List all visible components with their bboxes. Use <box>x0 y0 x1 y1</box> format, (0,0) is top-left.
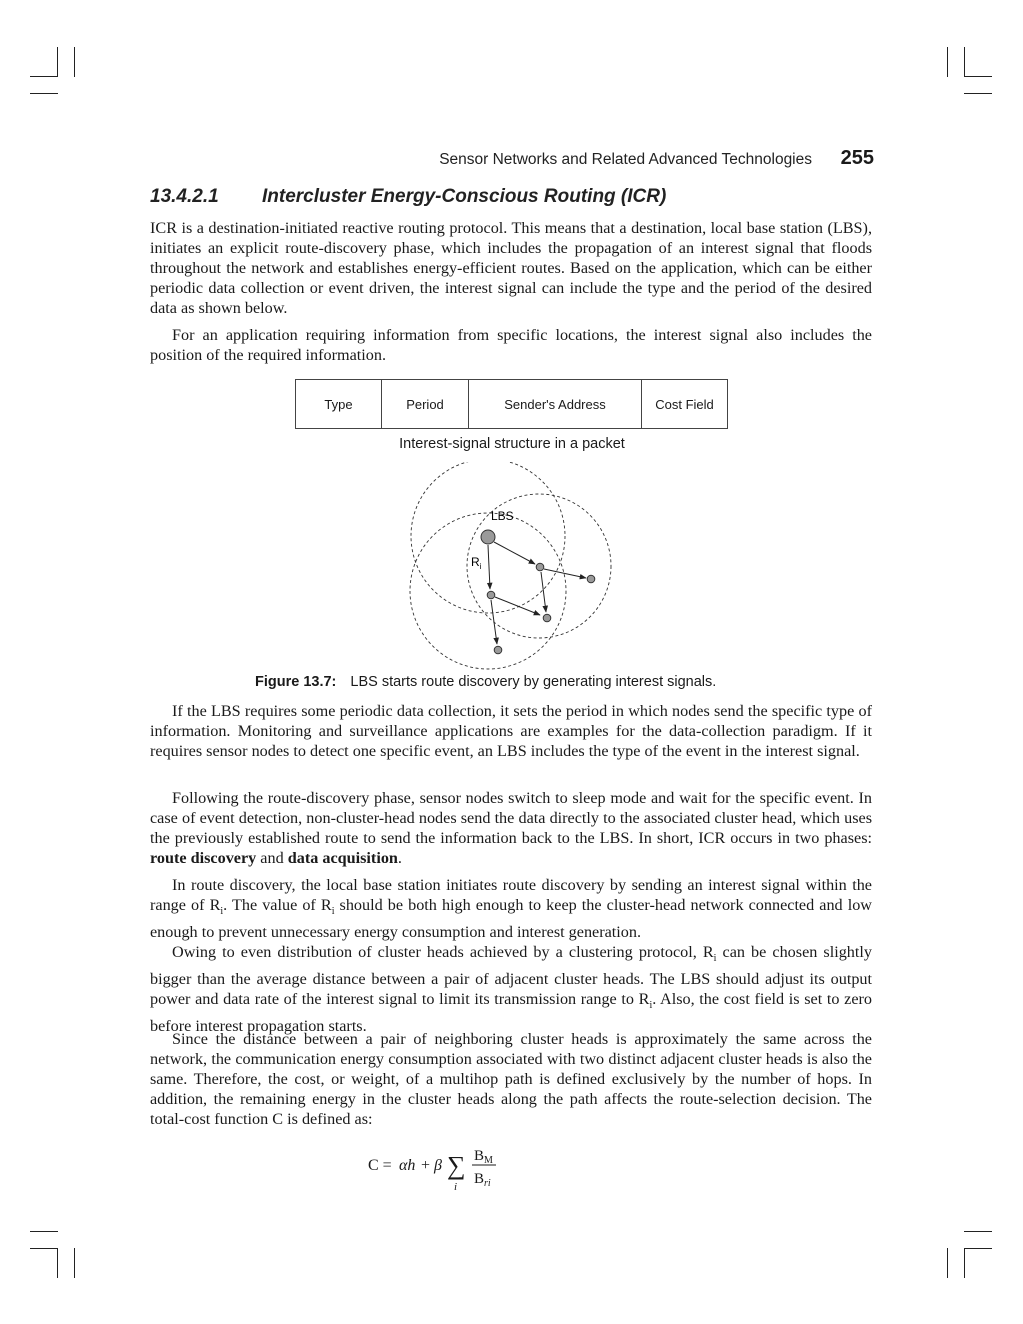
paragraph-6: Owing to even distribution of cluster heads achieved by a clustering protocol, $R_i$ can be chosen slightly bigger than the average distance between a pair of adjacent cluster heads. The LBS should adjust its output power and data rate of the interest signal to limit its transmission range to $R_i$. Also, the cost field is set to zero before interest propagation starts. <box>150 943 872 1036</box>
paragraph-5: In route discovery, the local base station initiates route discovery by sending an interest signal within the range of $R_i$. The value of $R_i$ should be both high enough to keep the cluster-head network connected and low enough to prevent unnecessary energy consumption and interest generation. <box>150 876 873 942</box>
crop-mark <box>964 93 992 94</box>
figure-caption <box>255 674 716 690</box>
crop-mark <box>947 1248 948 1278</box>
crop-mark <box>964 1231 992 1232</box>
crop-mark <box>947 47 948 77</box>
svg-text:C =: C = <box>368 1157 392 1174</box>
paragraph-4: Following the route-discovery phase, sensor nodes switch to sleep mode and wait for the specific event. In case of event detection, non-cluster-head nodes send the data directly to the associated cluster head, which uses the previously established route to send the information back to the LBS. In short, ICR occurs in two phases: route discovery and data acquisition. <box>150 789 872 867</box>
svg-text:β: β <box>434 1157 442 1174</box>
packet-field-senders-address: Sender's Address <box>469 380 642 429</box>
sensor-node <box>494 646 502 654</box>
sensor-node <box>587 575 595 583</box>
lbs-label: LBS <box>491 509 514 523</box>
total-cost-formula <box>368 1140 528 1196</box>
sensor-node <box>536 563 544 571</box>
running-header <box>150 146 874 172</box>
page-number: 255 <box>840 147 874 169</box>
figure-label: Figure 13.7: <box>255 674 337 690</box>
paragraph-1: ICR is a destination-initiated reactive routing protocol. This means that a destination, local base station (LBS), initiates an explicit route-discovery phase, which includes the propagation of an interest signal that floods throughout the network and establishes energy-efficient routes. Based on the application, which can be either periodic data collection or event driven, the interest signal can include the type and the period of the desired data as shown below. <box>150 219 872 317</box>
route-arrow <box>488 545 490 589</box>
sensor-node <box>487 591 495 599</box>
crop-mark <box>30 93 58 94</box>
crop-mark <box>964 1248 992 1249</box>
route-discovery-diagram <box>400 462 620 670</box>
crop-mark <box>30 1248 58 1249</box>
crop-mark <box>964 1248 965 1278</box>
crop-mark <box>964 47 965 77</box>
route-arrow <box>541 572 546 612</box>
section-number: 13.4.2.1 <box>150 186 219 207</box>
crop-mark <box>964 76 992 77</box>
route-arrow <box>494 542 535 564</box>
crop-mark <box>57 47 58 77</box>
ri-label: $R_i$ <box>471 555 482 571</box>
paragraph-2: For an application requiring information from specific locations, the interest signal also includes the position of the required information. <box>150 326 872 364</box>
packet-field-type: Type <box>296 380 382 429</box>
lbs-node <box>481 530 495 544</box>
crop-mark <box>30 1231 58 1232</box>
svg-text:i: i <box>454 1181 458 1193</box>
packet-field-cost: Cost Field <box>642 380 728 429</box>
svg-text:BM: $B_M$ <box>474 1148 493 1166</box>
paragraph-7: Since the distance between a pair of neighboring cluster heads is approximately the same across the network, the communication energy consumption associated with two distinct adjacent cluster heads is also the same. Therefore, the cost, or weight, of a multihop path is defined exclusively by the number of hops. In addition, the remaining energy in the cluster heads along the path affects the route-selection decision. The total-cost function C is defined as: <box>150 1030 872 1128</box>
svg-text:+: + <box>421 1157 431 1174</box>
crop-mark <box>30 76 58 77</box>
running-title: Sensor Networks and Related Advanced Technologies <box>439 151 812 168</box>
figure-caption-text: LBS starts route discovery by generating interest signals. <box>350 674 717 690</box>
term-data-acquisition: data acquisition <box>287 849 398 867</box>
svg-text:αh: αh <box>399 1157 416 1174</box>
sensor-node <box>543 614 551 622</box>
crop-mark <box>74 47 75 77</box>
crop-mark <box>57 1248 58 1278</box>
term-route-discovery: route discovery <box>150 849 257 867</box>
route-arrow <box>495 597 540 615</box>
paragraph-3: If the LBS requires some periodic data collection, it sets the period in which nodes send the specific type of information. Monitoring and surveillance applications are examples for the data-collection paradigm. If it requires sensor nodes to detect one specific event, an LBS includes the type of the event in the interest signal. <box>150 702 872 760</box>
svg-text:Bri: $B_{ri}$ <box>474 1171 491 1189</box>
route-arrow <box>491 600 497 644</box>
crop-mark <box>74 1248 75 1278</box>
table-caption: Interest-signal structure in a packet <box>399 436 625 452</box>
section-heading <box>150 186 666 208</box>
section-title: Intercluster Energy-Conscious Routing (ICR) <box>262 186 667 207</box>
packet-structure-table <box>295 379 728 429</box>
packet-field-period: Period <box>382 380 469 429</box>
svg-text:∑: ∑ <box>447 1151 466 1180</box>
